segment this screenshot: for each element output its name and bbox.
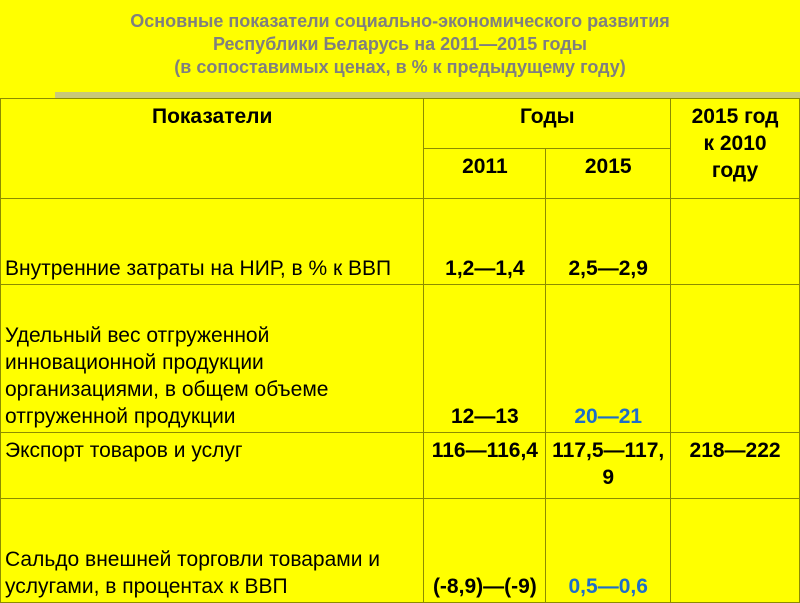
row-value-2015: 2,5—2,9: [546, 199, 671, 285]
header-ratio-line-2: к 2010: [703, 132, 767, 155]
header-2011: 2011: [424, 149, 546, 199]
table-row: [1, 285, 800, 433]
title-line-2: Республики Беларусь на 2011—2015 годы: [212, 34, 588, 54]
row-value-ratio: [671, 199, 800, 285]
row-value-2015: 117,5—117,9: [546, 433, 671, 499]
row-value-2011: 12—13: [424, 285, 546, 433]
indicators-table: [0, 98, 800, 603]
page-title: [0, 0, 800, 92]
header-years: Годы: [424, 99, 671, 149]
title-line-3: (в сопоставимых ценах, в % к предыдущему году): [174, 57, 626, 77]
row-value-2011: 1,2—1,4: [424, 199, 546, 285]
row-value-ratio: [671, 285, 800, 433]
row-value-2015: 20—21: [546, 285, 671, 433]
header-indicators: Показатели: [1, 99, 424, 199]
row-label: Сальдо внешней торговли товарами и услугами, в процентах к ВВП: [1, 499, 424, 603]
header-2015-vs-2010: [671, 99, 800, 199]
row-value-2011: 116—116,4: [424, 433, 546, 499]
header-ratio-line-3: году: [711, 159, 759, 182]
table-row: [1, 433, 800, 499]
row-label: Удельный вес отгруженной инновационной продукции организациями, в общем объеме отгруженной продукции: [1, 285, 424, 433]
table-row: [1, 199, 800, 285]
row-label: Внутренние затраты на НИР, в % к ВВП: [1, 199, 424, 285]
row-value-2015: 0,5—0,6: [546, 499, 671, 603]
row-value-ratio: [671, 499, 800, 603]
header-2015: 2015: [546, 149, 671, 199]
row-label: Экспорт товаров и услуг: [1, 433, 424, 499]
title-line-1: Основные показатели социально-экономического развития: [130, 11, 670, 31]
row-value-2011: (-8,9)—(-9): [424, 499, 546, 603]
table-row: [1, 499, 800, 603]
row-value-ratio: 218—222: [671, 433, 800, 499]
header-ratio-line-1: 2015 год: [691, 105, 779, 128]
